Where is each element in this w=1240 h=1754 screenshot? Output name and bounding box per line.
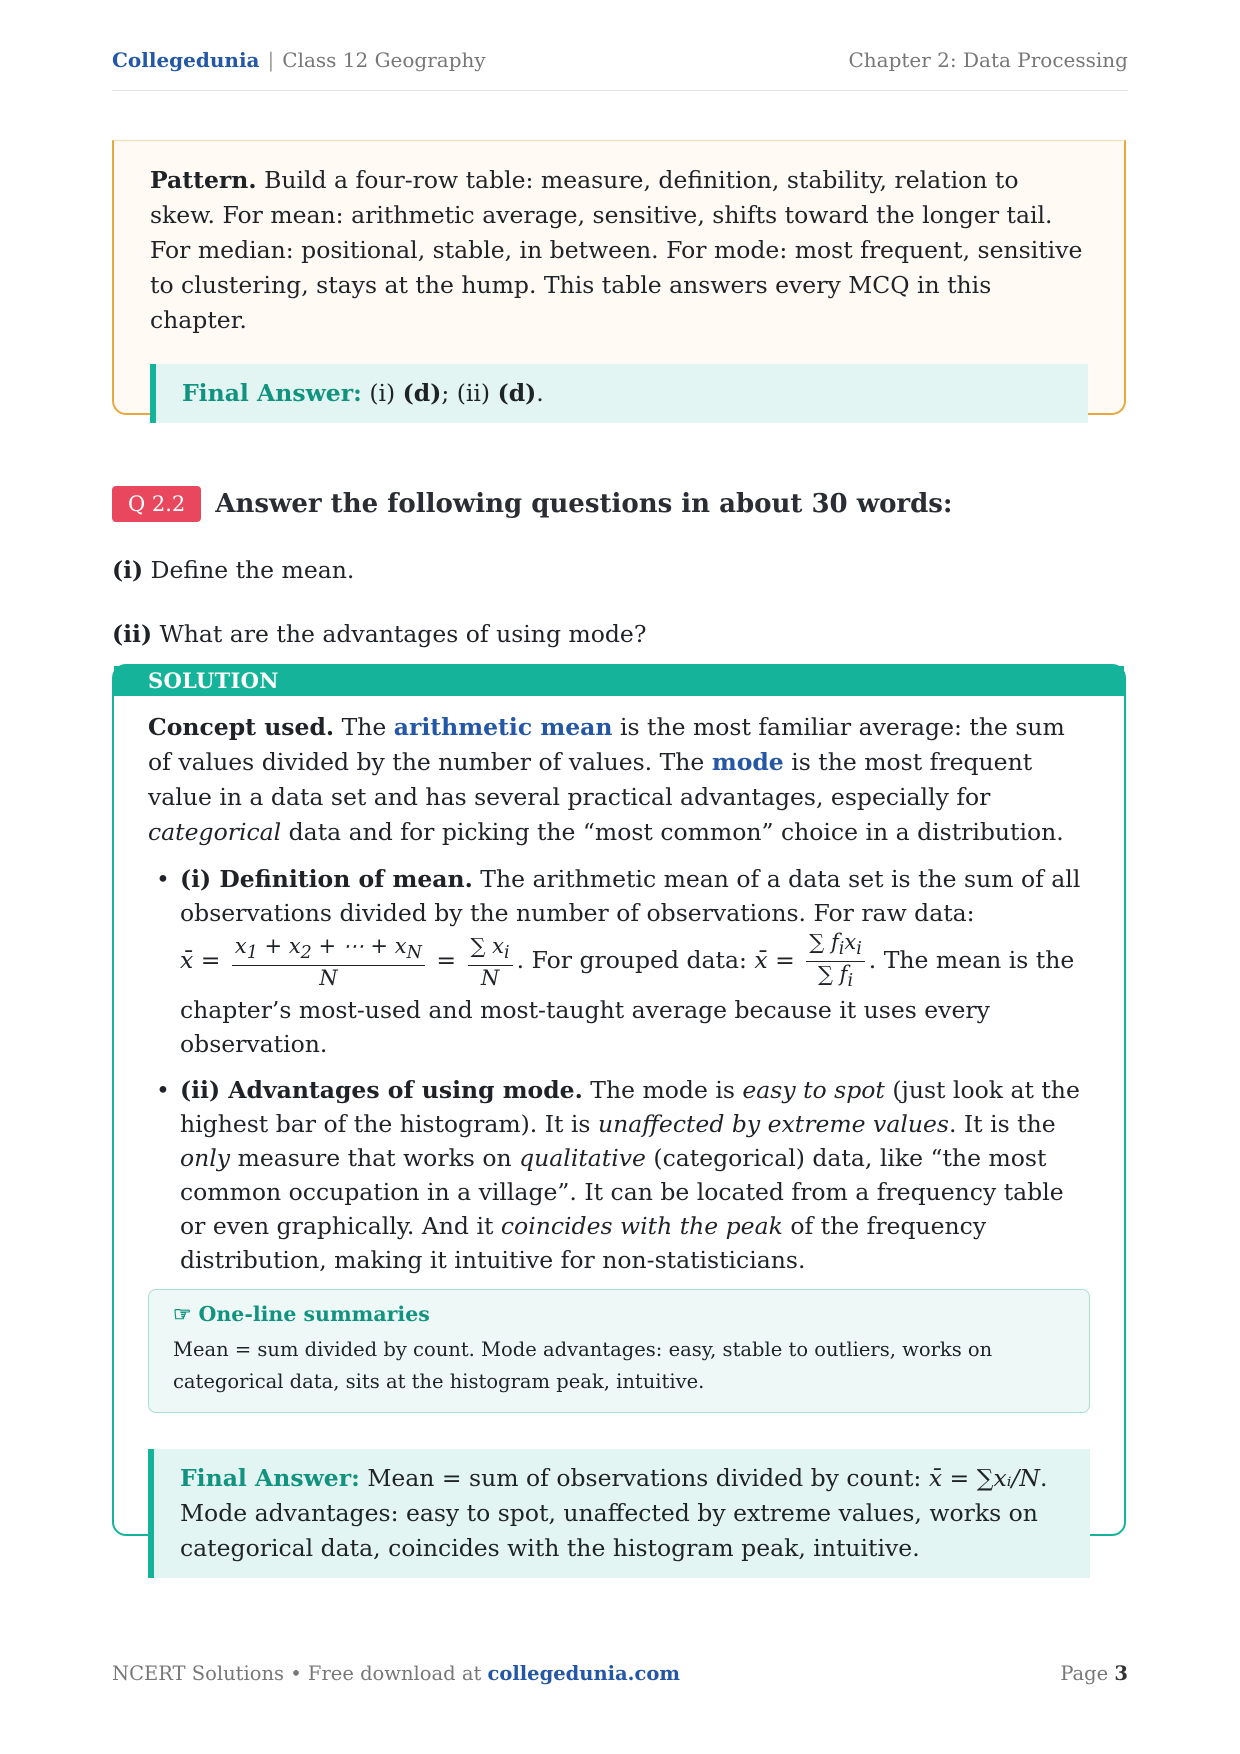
- text-run: is the most familiar average: the sum of values divided by the number of values. The: [148, 713, 1065, 776]
- footer-link[interactable]: collegedunia.com: [487, 1662, 680, 1685]
- final-part: (i): [369, 379, 396, 407]
- question-title: Answer the following questions in about 30 words:: [215, 489, 953, 519]
- page-label: Page: [1060, 1662, 1109, 1685]
- solution-bullets: [148, 862, 1090, 1277]
- keyword-arithmetic-mean: arithmetic mean: [393, 713, 613, 741]
- text-run: measure that works on: [237, 1144, 512, 1173]
- pointing-hand-icon: ☞: [173, 1302, 192, 1327]
- final-answer-label: Final Answer:: [182, 379, 362, 407]
- text-run: is the most frequent value in a data set and has several practical advantages, especially for: [148, 748, 1033, 811]
- text-run: The: [341, 713, 387, 741]
- pattern-paragraph: [150, 163, 1088, 338]
- emphasis: categorical: [148, 818, 282, 846]
- emphasis: easy to spot: [742, 1076, 885, 1105]
- bullet-label: (i) Definition of mean.: [180, 865, 473, 893]
- bullet-advantages-of-mode: [180, 1073, 1090, 1277]
- solution-final-answer: [148, 1449, 1090, 1578]
- text-run: . For grouped data:: [516, 946, 747, 975]
- formula-grouped: x̄ = $\frac{\sum f_ix_i}{\sum f_i}$: [754, 946, 868, 974]
- final-formula: x̄ = ∑xᵢ/N: [928, 1464, 1040, 1493]
- text-run: data and for picking the “most common” choice in a distribution.: [288, 818, 1064, 846]
- footer-text: NCERT Solutions • Free download at: [112, 1662, 482, 1685]
- page-number: [1060, 1662, 1128, 1685]
- pattern-text: Build a four-row table: measure, definition, stability, relation to skew. For mean: arithmetic average, sensitive, shifts toward the longer tail. For median: positional, stable, in between. For mode: most frequent, sensitive to clustering, stays at the hump. This table answers every MCQ in this chapter.: [150, 166, 1083, 334]
- tip-title-text: One-line summaries: [198, 1302, 430, 1327]
- text-run: (categorical) data, like “the most common occupation in a village”. It can be located from a frequency table or even graphically. And it: [180, 1144, 1064, 1241]
- fraction: $\frac{x_1 + x_2 + \cdots + x_N}{N}$: [232, 934, 425, 990]
- pattern-box: [112, 140, 1126, 415]
- page-header: [112, 30, 1128, 91]
- text-run: The mode is: [590, 1076, 735, 1105]
- course-name: Class 12 Geography: [282, 48, 486, 72]
- concept-paragraph: [148, 710, 1090, 850]
- pattern-label: Pattern.: [150, 166, 257, 194]
- sub-question-number: (i): [112, 556, 144, 584]
- formula-raw: x̄ = $\frac{x_1 + x_2 + \cdots + x_N}{N}$ = $\frac{\sum x_i}{N}$: [180, 946, 517, 974]
- final-answer-label: Final Answer:: [180, 1464, 360, 1493]
- text-run: . It is the: [948, 1110, 1056, 1139]
- sub-question-2: [112, 620, 646, 648]
- sub-question-text: What are the advantages of using mode?: [159, 620, 647, 648]
- footer-left: [112, 1662, 680, 1685]
- text-run: chapter’s most-used and most-taught average because it uses every observation.: [180, 996, 990, 1059]
- tip-text: Mean = sum divided by count. Mode advantages: easy, stable to outliers, works on categorical data, sits at the histogram peak, intuitive.: [173, 1338, 993, 1394]
- solution-body: [114, 696, 1124, 1578]
- emphasis: qualitative: [519, 1144, 646, 1173]
- question-heading: [112, 486, 953, 522]
- text-run: Mean = sum of observations divided by count:: [367, 1464, 922, 1493]
- text-run: . Mode advantages: easy to spot, unaffected by extreme values, works on categorical data, coincides with the histogram peak, intuitive.: [180, 1464, 1048, 1563]
- text-run: . The mean is the: [868, 946, 1075, 975]
- fraction: $\frac{\sum x_i}{N}$: [468, 934, 513, 990]
- header-separator: |: [267, 48, 275, 72]
- mean-formula-row: [180, 930, 1090, 993]
- brand-name[interactable]: Collegedunia: [112, 48, 260, 72]
- emphasis: coincides with the peak: [500, 1212, 783, 1241]
- final-answer-value: (d): [497, 379, 537, 407]
- emphasis: only: [180, 1144, 231, 1173]
- one-line-summaries-box: [148, 1289, 1090, 1413]
- emphasis: unaffected by extreme values: [597, 1110, 949, 1139]
- bullet-definition-of-mean: [180, 862, 1090, 1061]
- bullet-label: (ii) Advantages of using mode.: [180, 1076, 583, 1105]
- final-answer-value: (d): [402, 379, 442, 407]
- page-num: 3: [1114, 1662, 1128, 1685]
- sub-question-number: (ii): [112, 620, 153, 648]
- question-tag: Q 2.2: [112, 486, 201, 522]
- fraction: $\frac{\sum f_ix_i}{\sum f_i}$: [806, 930, 865, 993]
- pattern-final-answer: [150, 364, 1088, 423]
- text-run: of the frequency distribution, making it intuitive for non-statisticians.: [180, 1212, 987, 1275]
- bullet-text: The arithmetic mean of a data set is the sum of all observations divided by the number of observations. For raw data:: [180, 865, 1081, 927]
- final-part: .: [536, 379, 544, 407]
- tip-title: [173, 1302, 1065, 1326]
- page-footer: [112, 1662, 1128, 1685]
- concept-label: Concept used.: [148, 713, 335, 741]
- final-part: ; (ii): [441, 379, 491, 407]
- solution-header: SOLUTION: [114, 666, 1124, 696]
- text-run: (just look at the highest bar of the histogram). It is: [180, 1076, 1080, 1139]
- sub-question-text: Define the mean.: [150, 556, 355, 584]
- sub-question-1: [112, 556, 354, 584]
- keyword-mode: mode: [711, 748, 784, 776]
- solution-box: [112, 664, 1126, 1563]
- chapter-title: Chapter 2: Data Processing: [848, 48, 1128, 72]
- header-left: [112, 48, 486, 72]
